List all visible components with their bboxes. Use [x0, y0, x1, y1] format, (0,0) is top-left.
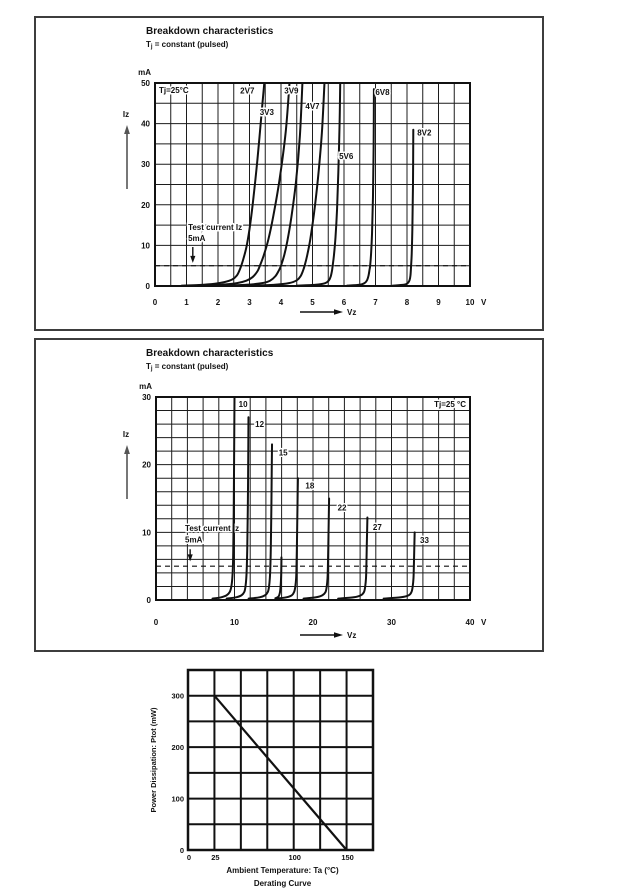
cond-rest: = constant (pulsed) — [152, 362, 229, 371]
panel-condition — [146, 362, 228, 372]
x-tick-label: 30 — [387, 618, 396, 627]
x-tick-label: 6 — [341, 298, 347, 307]
curve-label-15: 15 — [278, 448, 288, 458]
x-axis-title: Vz — [347, 308, 357, 317]
x-tick-label: 4 — [278, 298, 284, 307]
x-tick-label: 2 — [215, 298, 221, 307]
y-tick-label: 100 — [171, 794, 184, 804]
y-tick-label: 300 — [171, 691, 184, 701]
breakdown-panel-low-voltage — [34, 16, 544, 331]
x-tick-label: 0 — [153, 618, 159, 627]
breakdown-chart-high-voltage — [34, 338, 544, 652]
x-tick-label: 10 — [230, 618, 239, 627]
derating-chart — [120, 658, 420, 893]
cond-rest: = constant (pulsed) — [152, 40, 229, 49]
curve-label-8V2: 8V2 — [417, 128, 432, 138]
curve-label-18: 18 — [305, 481, 315, 491]
vz-arrow-head — [334, 632, 343, 638]
x-tick-label: 40 — [465, 618, 475, 627]
y-tick-label: 20 — [142, 460, 151, 470]
test-current-value: 5mA — [188, 233, 206, 243]
chart-caption: Derating Curve — [253, 879, 312, 888]
curve-6V8 — [347, 89, 374, 286]
temperature-label: Tj=25 °C — [434, 400, 466, 409]
x-tick-label: 25 — [211, 853, 220, 862]
x-tick-label: 10 — [465, 298, 475, 307]
panel-title: Breakdown characteristics — [146, 26, 274, 37]
x-axis-title: Vz — [347, 631, 357, 640]
x-tick-label: 1 — [184, 298, 189, 307]
test-current-value: 5mA — [185, 535, 203, 545]
y-tick-label: 10 — [141, 241, 150, 251]
cond-t: T — [146, 40, 151, 49]
x-tick-label: 0 — [152, 298, 158, 307]
curve-unlabeled — [275, 557, 281, 598]
x-tick-label: 150 — [341, 853, 354, 862]
x-tick-label: 8 — [404, 298, 410, 307]
y-tick-label: 50 — [141, 79, 150, 88]
panel-condition — [146, 40, 228, 50]
curve-18 — [276, 478, 298, 598]
y-tick-label: 0 — [145, 282, 150, 291]
y-tick-label: 20 — [141, 200, 150, 210]
curve-label-3V9: 3V9 — [284, 86, 299, 96]
curve-label-5V6: 5V6 — [339, 152, 354, 162]
curve-label-10: 10 — [238, 399, 248, 409]
curve-10 — [213, 397, 235, 599]
y-axis-unit: mA — [138, 68, 151, 77]
x-tick-label: 3 — [247, 298, 252, 307]
curve-label-3V3: 3V3 — [259, 108, 274, 118]
curve-label-2V7: 2V7 — [240, 86, 255, 96]
curve-label-4V7: 4V7 — [305, 102, 320, 112]
y-tick-label: 30 — [141, 160, 150, 170]
x-axis-unit: V — [481, 298, 487, 307]
curve-22 — [304, 499, 330, 599]
y-tick-label: 200 — [171, 743, 184, 753]
y-tick-label: 10 — [142, 528, 151, 538]
curve-label-27: 27 — [372, 522, 382, 532]
x-tick-label: 0 — [186, 853, 192, 862]
test-current-arrow-head — [190, 256, 195, 263]
iz-arrow-head — [124, 125, 130, 134]
y-axis-title: Iz — [122, 430, 130, 439]
y-tick-label: 40 — [141, 119, 150, 129]
curve-label-6V8: 6V8 — [375, 87, 390, 97]
cond-sub: j — [150, 44, 153, 50]
x-axis-unit: V — [481, 618, 487, 627]
panel-title: Breakdown characteristics — [146, 348, 274, 359]
derating-chart-block — [120, 658, 420, 893]
x-tick-label: 7 — [373, 298, 378, 307]
y-axis-title: Power Dissipation: Ptot (mW) — [149, 707, 158, 813]
x-axis-title: Ambient Temperature: Ta (°C) — [226, 866, 339, 875]
iz-arrow-head — [124, 445, 130, 454]
test-current-label: Test current Iz — [188, 222, 243, 232]
cond-sub: j — [150, 366, 153, 372]
x-tick-label: 9 — [436, 298, 441, 307]
temperature-label: Tj=25°C — [159, 86, 189, 95]
curve-8V2 — [393, 130, 413, 286]
y-tick-label: 0 — [146, 596, 151, 605]
vz-arrow-head — [334, 309, 343, 315]
curve-15 — [249, 444, 272, 598]
curve-label-33: 33 — [420, 535, 429, 545]
y-tick-label: 0 — [179, 846, 184, 855]
x-tick-label: 20 — [308, 618, 318, 627]
y-axis-unit: mA — [139, 382, 152, 391]
cond-t: T — [146, 362, 151, 371]
test-current-label: Test current Iz — [185, 523, 240, 533]
y-tick-label: 30 — [142, 393, 151, 402]
breakdown-panel-high-voltage — [34, 338, 544, 652]
curve-label-22: 22 — [337, 503, 347, 513]
x-tick-label: 100 — [288, 853, 301, 862]
test-current-arrow-head — [188, 554, 193, 561]
breakdown-chart-low-voltage — [34, 16, 544, 331]
x-tick-label: 5 — [310, 298, 315, 307]
curve-label-12: 12 — [255, 420, 265, 430]
curve-12 — [227, 417, 249, 598]
curve-33 — [384, 532, 415, 598]
y-axis-title: Iz — [122, 110, 130, 119]
